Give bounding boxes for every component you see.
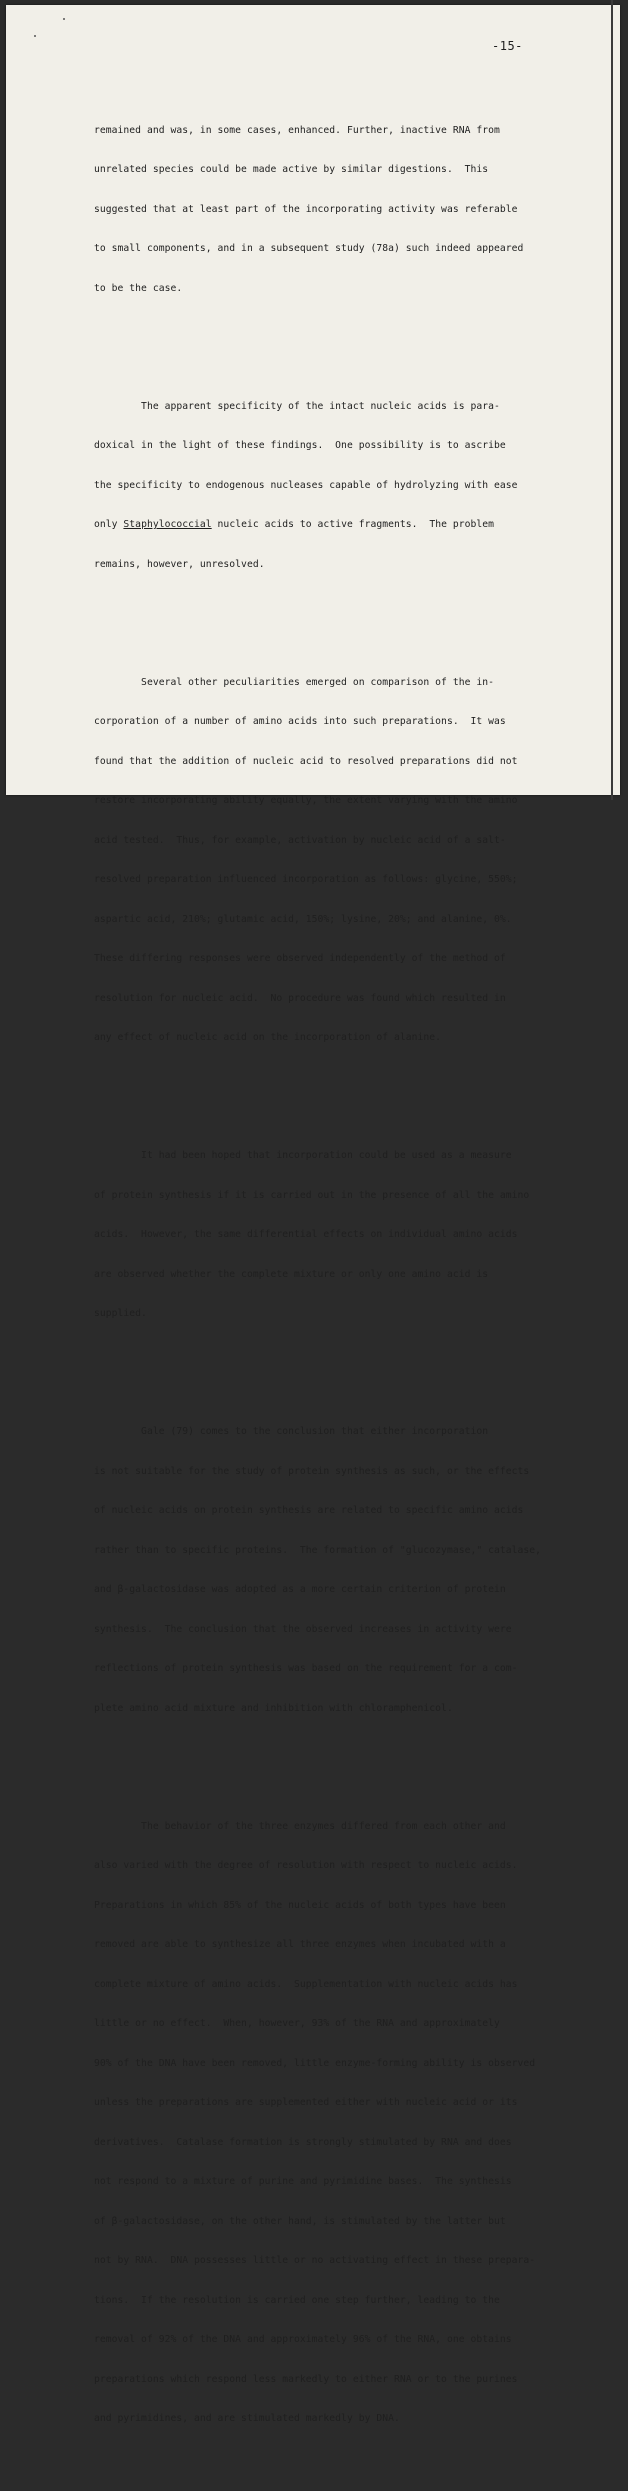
paragraph-6 — [94, 1794, 574, 2452]
text-line: little or no effect. When, however, 93% of the RNA and approximately — [94, 2018, 500, 2030]
text-line: to small components, and in a subsequent study (78a) such indeed appeared — [94, 243, 524, 255]
text-line: Several other peculiarities emerged on comparison of the in- — [94, 676, 495, 688]
text-line: found that the addition of nucleic acid to resolved preparations did not — [94, 755, 518, 767]
text-fragment: only — [94, 519, 124, 531]
scan-speck — [34, 35, 36, 37]
underlined-species-name: Staphylococcial — [123, 519, 212, 531]
body-text — [94, 71, 574, 2491]
text-line: suggested that at least part of the incorporating activity was referable — [94, 203, 518, 215]
page-number: -15- — [492, 39, 523, 53]
text-line: plete amino acid mixture and inhibition with chloramphenicol. — [94, 1702, 453, 1714]
text-line: aspartic acid, 210%; glutamic acid, 150%; lysine, 20%; and alanine, 0%. — [94, 913, 512, 925]
text-line: 90% of the DNA have been removed, little enzyme-forming ability is observed — [94, 2057, 536, 2069]
scan-speck — [63, 18, 65, 20]
text-line: not respond to a mixture of purine and pyrimidine bases. The synthesis — [94, 2176, 512, 2188]
text-line: corporation of a number of amino acids into such preparations. It was — [94, 716, 506, 728]
text-line: not by RNA. DNA possesses little or no activating effect in these prepara- — [94, 2255, 536, 2267]
text-line: reflections of protein synthesis was based on the requirement for a com- — [94, 1663, 518, 1675]
text-line: unrelated species could be made active by similar digestions. This — [94, 164, 489, 176]
text-line: the specificity to endogenous nucleases capable of hydrolyzing with ease — [94, 479, 518, 491]
text-line: remained and was, in some cases, enhanced. Further, inactive RNA from — [94, 124, 500, 136]
text-line: acid tested. Thus, for example, activation by nucleic acid of a salt- — [94, 834, 506, 846]
text-line: and pyrimidines, and are stimulated markedly by DNA. — [94, 2413, 400, 2425]
text-line: removal of 92% of the DNA and approximately 96% of the RNA, one obtains — [94, 2334, 512, 2346]
text-line: complete mixture of amino acids. Supplementation with nucleic acids has — [94, 1978, 518, 1990]
document-page — [6, 5, 620, 2425]
text-line: resolved preparation influenced incorporation as follows: glycine, 550%; — [94, 874, 518, 886]
scan-frame-edge — [611, 0, 613, 800]
text-line: The behavior of the three enzymes differed from each other and — [94, 1821, 506, 1832]
text-line: any effect of nucleic acid on the incorporation of alanine. — [94, 1032, 442, 1044]
paragraph-5 — [94, 1399, 574, 1741]
text-line: resolution for nucleic acid. No procedure was found which resulted in — [94, 992, 506, 1004]
text-line: also varied with the degree of resolution with respect to nucleic acids. — [94, 1860, 518, 1872]
text-line: synthesis. The conclusion that the observed increases in activity were — [94, 1623, 512, 1635]
text-line: unless the preparations are supplemented either with nucleic acid or its — [94, 2097, 518, 2109]
text-line: These differing responses were observed independently of the method of — [94, 953, 506, 965]
text-line: of nucleic acids on protein synthesis are related to specific amino acids — [94, 1505, 524, 1517]
paragraph-1 — [94, 97, 574, 321]
paragraph-2 — [94, 373, 574, 597]
text-line: Gale (79) comes to the conclusion that either incorporation — [94, 1426, 489, 1438]
text-line: restore incorporating ability equally, the extent varying with the amino — [94, 795, 518, 807]
text-line: acids. However, the same differential effects on individual amino acids — [94, 1229, 518, 1241]
paragraph-3 — [94, 650, 574, 1071]
text-line: It had been hoped that incorporation could be used as a measure — [94, 1150, 512, 1162]
text-line — [94, 518, 574, 531]
text-line: preparations which respond less markedly to either RNA or to the purines — [94, 2373, 518, 2385]
text-line: rather than to specific proteins. The formation of "glucozymase," catalase, — [94, 1544, 542, 1556]
text-line: of β-galactosidase, on the other hand, is stimulated by the latter but — [94, 2215, 506, 2227]
text-line: to be the case. — [94, 282, 183, 294]
text-line: is not suitable for the study of protein synthesis as such, or the effects — [94, 1465, 530, 1477]
text-line: removed are able to synthesize all three enzymes when incubated with a — [94, 1939, 506, 1951]
paragraph-4 — [94, 1123, 574, 1347]
text-line: tions. If the resolution is carried one step further, leading to the — [94, 2294, 500, 2306]
text-line: remains, however, unresolved. — [94, 558, 265, 570]
text-line: and β-galactosidase was adopted as a more certain criterion of protein — [94, 1584, 506, 1596]
text-line: Preparations in which 85% of the nucleic acids of both types have been — [94, 1899, 506, 1911]
text-line: doxical in the light of these findings. One possibility is to ascribe — [94, 440, 506, 452]
text-fragment: nucleic acids to active fragments. The problem — [211, 519, 495, 531]
text-line: The apparent specificity of the intact nucleic acids is para- — [94, 400, 500, 412]
text-line: are observed whether the complete mixture or only one amino acid is — [94, 1268, 489, 1280]
text-line: of protein synthesis if it is carried out in the presence of all the amino — [94, 1189, 530, 1201]
text-line: derivatives. Catalase formation is strongly stimulated by RNA and does — [94, 2136, 512, 2148]
text-line: supplied. — [94, 1308, 147, 1320]
